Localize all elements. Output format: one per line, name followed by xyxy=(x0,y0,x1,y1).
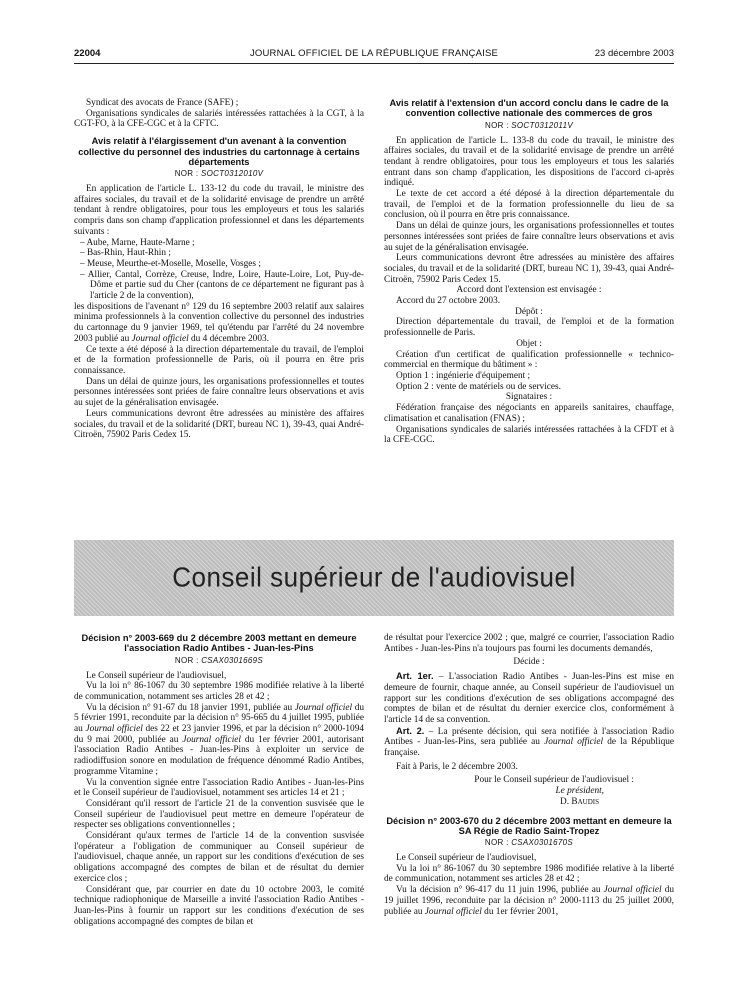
paragraph: Leurs communications devront être adressées au ministère des affaires sociales, du travail et de la solidarité (DRT, bureau NC 1), 39-43, quai André-Citroën, 75902 Paris Cedex 15. xyxy=(384,253,674,285)
section-banner xyxy=(74,540,674,616)
paragraph: de résultat pour l'exercice 2002 ; que, malgré ce courrier, l'association Radio Antibes - Juan-les-Pins n'a toujours pas fourni les documents demandés, xyxy=(384,633,674,654)
list-item: – Bas-Rhin, Haut-Rhin ; xyxy=(80,248,171,259)
paragraph: Considérant que, par courrier en date du 10 octobre 2003, le comité technique radiophonique de Marseille a invité l'association Radio Antibes - Juan-les-Pins à fournir un rapport sur les conditions d'exécution de ses obligations accompagné des comptes de bilan et xyxy=(74,884,364,927)
section-title: Conseil supérieur de l'audiovisuel xyxy=(172,561,576,593)
paragraph: Considérant qu'aux termes de l'article 14 de la convention susvisée l'opérateur a l'obligation de communiquer au Conseil supérieur de l'audiovisuel, chaque année, un rapport sur les conditions d'exécution de ses obligations accompagné des comptes de bilan et de résultat du dernier exercice clos ; xyxy=(74,831,364,884)
objet-value: Création d'un certificat de qualification professionnelle « technico-commercial en thermique du bâtiment » : xyxy=(384,349,674,371)
top-left-column xyxy=(74,98,364,441)
signatory-title: Le président, xyxy=(555,786,604,797)
signataires-heading: Signataires : xyxy=(505,392,553,403)
list-item: – Allier, Cantal, Corrèze, Creuse, Indre, Loire, Haute-Loire, Lot, Puy-de-Dôme et partie sud du Cher (cantons de ce département ne figurant pas à l'article 2 de la convention), xyxy=(80,269,364,302)
article-2: Art. 2. – La présente décision, qui sera notifiée à l'association Radio Antibes - Juan-les-Pins, sera publiée au Journal officiel de la République française. xyxy=(384,725,675,759)
article-1: Art. 1er. – L'association Radio Antibes - Juan-les-Pins est mise en demeure de fournir, chaque année, au Conseil supérieur de l'audiovisuel un rapport sur les conditions d'exécution de ses obligations accompagné des comptes de bilan et de résultat du dernier exercice clos, conformément à l'article 14 de sa convention. xyxy=(384,671,674,725)
decide-heading: Décide : xyxy=(513,657,545,668)
signatory-line: Pour le Conseil supérieur de l'audiovisuel : xyxy=(474,775,634,786)
article-title-cartonnage: Avis relatif à l'élargissement d'un avenant à la convention collective du personnel des industries du cartonnage à certains départements xyxy=(78,136,360,167)
list-item: – Aube, Marne, Haute-Marne ; xyxy=(80,237,195,248)
paragraph: les dispositions de l'avenant n° 129 du 16 septembre 2003 relatif aux salaires minima professionnels à la convention collective du personnel des industries du cartonnage du 9 janvier 1969, tel qu'étendu par l'arrêté du 24 novembre 2003 publié au Journal officiel du 4 décembre 2003. xyxy=(74,301,364,344)
intro-line-2: Organisations syndicales de salariés intéressées rattachées à la CGT, à la CGT-FO, à la CFE-CGC et à la CFTC. xyxy=(74,108,364,130)
page-header xyxy=(74,48,674,62)
nor-reference: NOR : SOCT0312010V xyxy=(174,169,264,179)
top-right-column xyxy=(384,98,674,446)
depot-heading: Dépôt : xyxy=(515,306,543,317)
option-2: Option 2 : vente de matériels ou de services. xyxy=(396,381,561,392)
bottom-right-column xyxy=(384,633,674,917)
nor-reference: NOR : SOCT0312011V xyxy=(485,120,573,130)
objet-heading: Objet : xyxy=(516,338,542,349)
paragraph: Vu la loi n° 86-1067 du 30 septembre 1986 modifiée relative à la liberté de communication, notamment ses articles 28 et 42 ; xyxy=(384,863,674,885)
paragraph: En application de l'article L. 133-8 du code du travail, le ministre des affaires sociales, du travail et de la solidarité envisage de prendre un arrêté tendant à rendre obligatoires, pour tous les employeurs et tous les salariés entrant dans son champ d'application, les dispositions de l'accord ci-après indiqué. xyxy=(384,135,674,189)
intro-line-1: Syndicat des avocats de France (SAFE) ; xyxy=(86,98,239,108)
issue-date: 23 décembre 2003 xyxy=(594,48,674,59)
paragraph: Vu la convention signée entre l'association Radio Antibes - Juan-les-Pins et le Conseil supérieur de l'audiovisuel, notamment ses articles 14 et 21 ; xyxy=(74,777,364,799)
decision-title-669: Décision n° 2003-669 du 2 décembre 2003 mettant en demeure l'association Radio Antibes - Juan-les-Pins xyxy=(81,633,357,654)
article-title-commerces-de-gros: Avis relatif à l'extension d'un accord conclu dans le cadre de la convention collective nationale des commerces de gros xyxy=(389,98,669,119)
paragraph: Le texte de cet accord a été déposé à la direction départementale du travail, de l'emploi et de la formation professionnelle du lieu de sa conclusion, où il pourra en être pris connaissance. xyxy=(384,189,674,221)
paragraph: En application de l'article L. 133-12 du code du travail, le ministre des affaires sociales, du travail et de la solidarité envisage de prendre un arrêté tendant à rendre obligatoires, pour tous les employeurs et tous les salariés compris dans son champ d'application professionnel et dans les départements suivants : xyxy=(74,184,364,237)
paragraph: Leurs communications devront être adressées au ministère des affaires sociales, du travail et de la solidarité (DRT, bureau NC 1), 39-43, quai André-Citroën, 75902 Paris Cedex 15. xyxy=(74,408,364,441)
page-number: 22004 xyxy=(74,48,101,59)
journal-title: JOURNAL OFFICIEL DE LA RÉPUBLIQUE FRANÇAISE xyxy=(249,48,499,59)
paragraph: Le Conseil supérieur de l'audiovisuel, xyxy=(396,853,537,864)
paragraph: Considérant qu'il ressort de l'article 21 de la convention susvisée que le Conseil supérieur de l'audiovisuel peut mettre en demeure l'opérateur de respecter ses obligations conventionnelles ; xyxy=(74,798,364,831)
bottom-left-column xyxy=(74,633,364,927)
paragraph: Dans un délai de quinze jours, les organisations professionnelles et toutes personnes intéressées sont priées de faire connaître leurs observations et avis au sujet de la généralisation envisagée. xyxy=(384,221,674,253)
header-rule xyxy=(74,63,674,64)
signature-name: D. Baudis xyxy=(560,796,599,807)
paragraph: Vu la loi n° 86-1067 du 30 septembre 1986 modifiée relative à la liberté de communication, notamment ses articles 28 et 42 ; xyxy=(74,681,364,702)
paragraph: Le Conseil supérieur de l'audiovisuel, xyxy=(86,670,227,681)
paragraph: Vu la décision n° 96-417 du 11 juin 1996, publiée au Journal officiel du 19 juillet 1996, reconduite par la décision n° 2000-1113 du 25 juillet 2000, publiée au Journal officiel du 1er février 2001, xyxy=(384,885,674,917)
paragraph: Dans un délai de quinze jours, les organisations professionnelles et toutes personnes intéressées sont priées de faire connaître leurs observations et avis au sujet de la généralisation envisagée. xyxy=(74,376,364,409)
fait-a-paris: Fait à Paris, le 2 décembre 2003. xyxy=(396,761,518,772)
paragraph: Ce texte a été déposé à la direction départementale du travail, de l'emploi et de la formation professionnelle de Paris, où il pourra en être pris connaissance. xyxy=(74,344,364,376)
option-1: Option 1 : ingénierie d'équipement ; xyxy=(396,370,531,381)
signataire-2: Organisations syndicales de salariés intéressées rattachées à la CFDT et à la CFE-CGC. xyxy=(384,424,674,446)
signataire-1: Fédération française des négociants en appareils sanitaires, chauffage, climatisation et canalisation (FNAS) ; xyxy=(384,403,674,424)
decision-title-670: Décision n° 2003-670 du 2 décembre 2003 mettant en demeure la SA Régie de Radio Saint-Tropez xyxy=(386,815,672,836)
extension-value: Accord du 27 octobre 2003. xyxy=(396,296,501,307)
nor-reference: NOR : CSAX0301669S xyxy=(174,655,264,665)
paragraph: Vu la décision n° 91-67 du 18 janvier 1991, publiée au Journal officiel du 5 février 1991, reconduite par la décision n° 95-665 du 4 juillet 1995, publiée au Journal officiel des 22 et 23 janvier 1996, et par la décision n° 2000-1094 du 9 mai 2000, publiée au Journal officiel du 1er février 2001, autorisant l'association Radio Antibes - Juan-les-Pins à exploiter un service de radiodiffusion sonore en modulation de fréquence dénommé Radio Antibes, programme Vitamine ; xyxy=(74,702,365,777)
department-list xyxy=(74,238,364,302)
depot-value: Direction départementale du travail, de l'emploi et de la formation professionnelle de Paris. xyxy=(384,317,674,339)
extension-heading: Accord dont l'extension est envisagée : xyxy=(456,285,602,296)
nor-reference: NOR : CSAX0301670S xyxy=(484,838,574,848)
list-item: – Meuse, Meurthe-et-Moselle, Moselle, Vosges ; xyxy=(80,258,261,269)
